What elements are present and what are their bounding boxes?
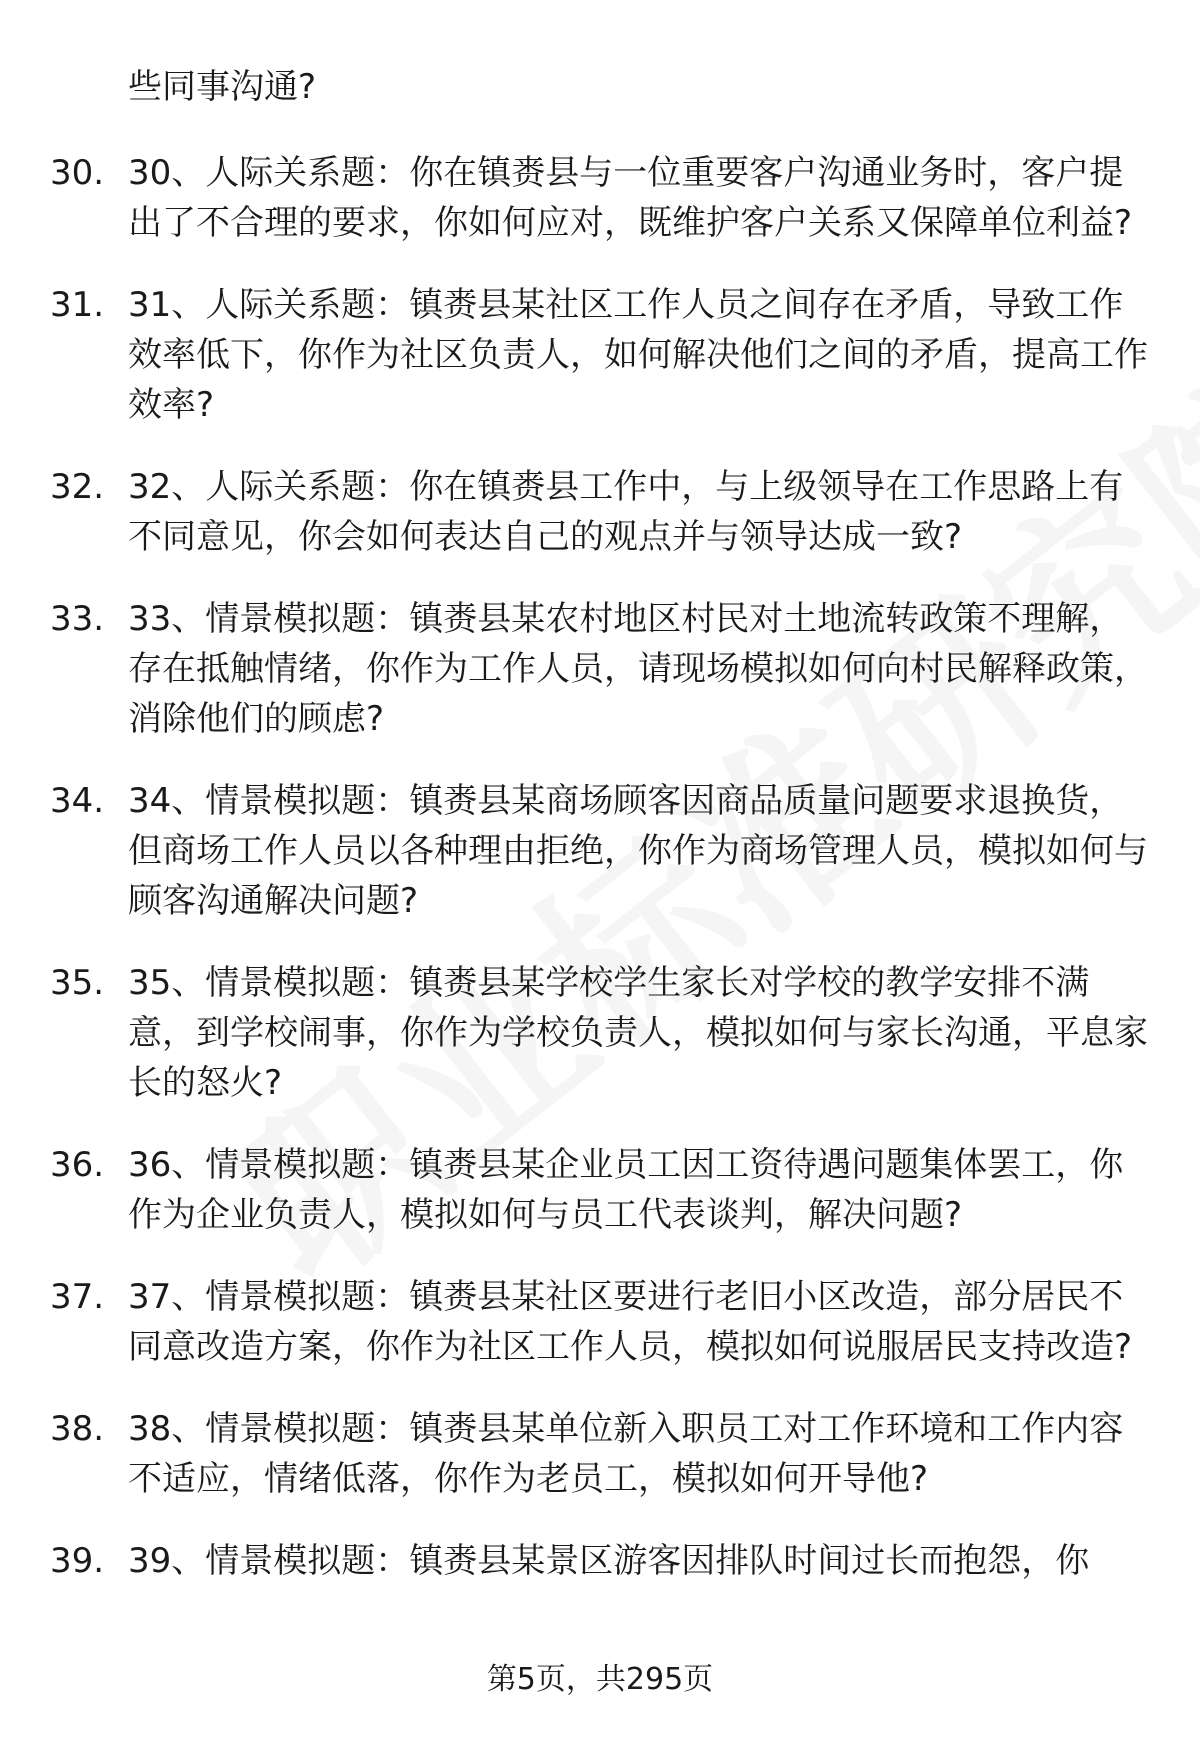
- item-number: 31.: [50, 285, 105, 325]
- page-footer: 第5页，共295页: [486, 1662, 714, 1697]
- item-number: 37.: [50, 1277, 105, 1317]
- list-item: [0, 1140, 1200, 1240]
- item-text: 33、情景模拟题：镇赉县某农村地区村民对土地流转政策不理解，存在抵触情绪，你作为工作人员，请现场模拟如何向村民解释政策，消除他们的顾虑?: [128, 599, 1148, 739]
- list-item: [0, 594, 1200, 744]
- item-text: 34、情景模拟题：镇赉县某商场顾客因商品质量问题要求退换货，但商场工作人员以各种理由拒绝，你作为商场管理人员，模拟如何与顾客沟通解决问题?: [128, 781, 1148, 921]
- list-item: [0, 776, 1200, 926]
- item-number: 35.: [50, 963, 105, 1003]
- item-number: 33.: [50, 599, 105, 639]
- item-text: 35、情景模拟题：镇赉县某学校学生家长对学校的教学安排不满意，到学校闹事，你作为学校负责人，模拟如何与家长沟通，平息家长的怒火?: [128, 963, 1148, 1103]
- item-number: 30.: [50, 153, 105, 193]
- list-item: [0, 958, 1200, 1108]
- list-item: [0, 462, 1200, 562]
- item-text: 38、情景模拟题：镇赉县某单位新入职员工对工作环境和工作内容不适应，情绪低落，你作为老员工，模拟如何开导他?: [128, 1409, 1124, 1499]
- list-item: [0, 148, 1200, 248]
- item-number: 32.: [50, 467, 105, 507]
- item-number: 38.: [50, 1409, 105, 1449]
- list-item: [0, 1404, 1200, 1504]
- list-item: [0, 1536, 1200, 1586]
- item-text: 36、情景模拟题：镇赉县某企业员工因工资待遇问题集体罢工，你作为企业负责人，模拟如何与员工代表谈判，解决问题?: [128, 1145, 1124, 1235]
- item-text: 39、情景模拟题：镇赉县某景区游客因排队时间过长而抱怨，你: [128, 1541, 1090, 1581]
- item-number: 34.: [50, 781, 105, 821]
- item-text: 32、人际关系题：你在镇赉县工作中，与上级领导在工作思路上有不同意见，你会如何表达自己的观点并与领导达成一致?: [128, 467, 1124, 557]
- list-item: [0, 1272, 1200, 1372]
- item-number: 36.: [50, 1145, 105, 1185]
- list-item: [0, 280, 1200, 430]
- question-list: [0, 148, 1200, 1618]
- item-text: 31、人际关系题：镇赉县某社区工作人员之间存在矛盾，导致工作效率低下，你作为社区负责人，如何解决他们之间的矛盾，提高工作效率?: [128, 285, 1148, 425]
- item-number: 39.: [50, 1541, 105, 1581]
- item-text: 37、情景模拟题：镇赉县某社区要进行老旧小区改造，部分居民不同意改造方案，你作为社区工作人员，模拟如何说服居民支持改造?: [128, 1277, 1133, 1367]
- item-text: 30、人际关系题：你在镇赉县与一位重要客户沟通业务时，客户提出了不合理的要求，你如何应对，既维护客户关系又保障单位利益?: [128, 153, 1133, 243]
- continuation-text: 些同事沟通?: [128, 67, 317, 107]
